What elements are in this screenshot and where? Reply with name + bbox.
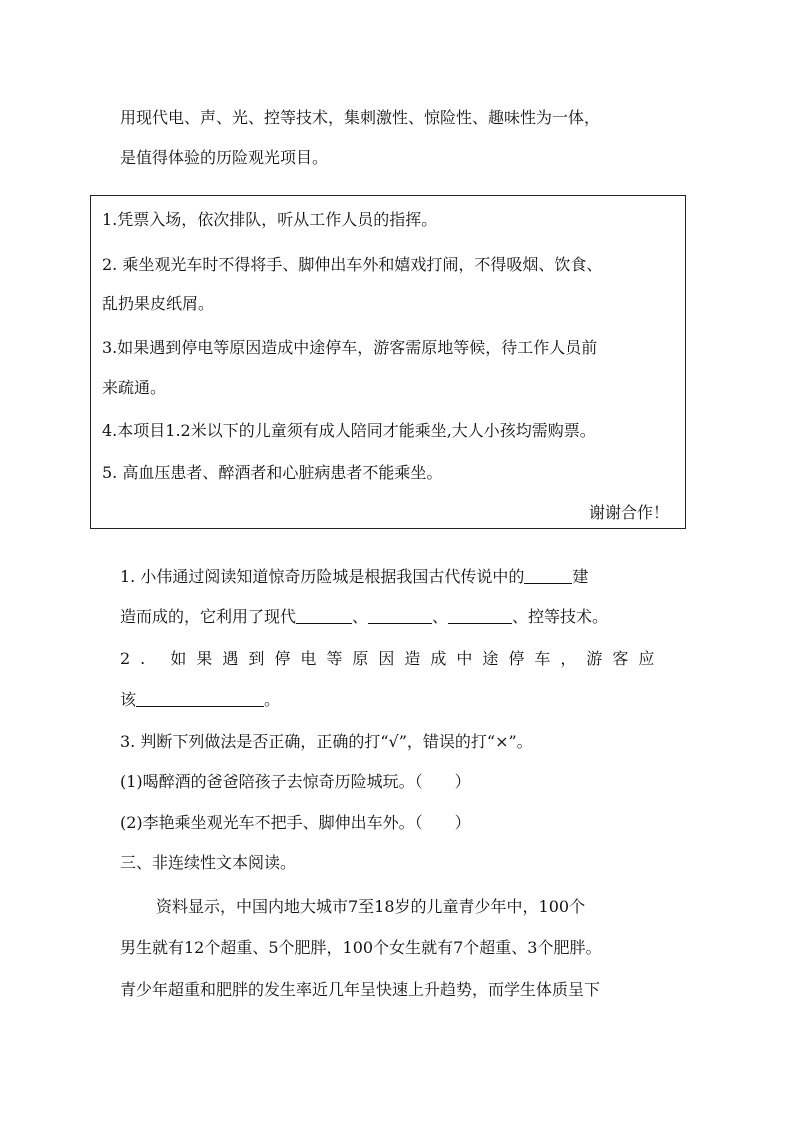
rule-3-line-1: 3.如果遇到停电等原因造成中途停车，游客需原地等候，待工作人员前 bbox=[102, 338, 598, 357]
thanks-note: 谢谢合作！ bbox=[588, 503, 669, 522]
answer-blank-tech-3[interactable] bbox=[448, 607, 512, 624]
answer-blank-legend[interactable] bbox=[524, 567, 572, 584]
question-1-text-d: 、控等技术。 bbox=[512, 607, 609, 626]
intro-line-1: 用现代电、声、光、控等技术，集刺激性、惊险性、趣味性为一体， bbox=[120, 108, 601, 127]
separator: 、 bbox=[352, 607, 369, 626]
rule-2-line-1: 2. 乘坐观光车时不得将手、脚伸出车外和嬉戏打闹，不得吸烟、饮食、 bbox=[102, 255, 603, 274]
question-1-text-a: 1. 小伟通过阅读知道惊奇历险城是根据我国古代传说中的 bbox=[120, 567, 525, 586]
question-2-line-2 bbox=[120, 690, 280, 710]
question-1-text-b: 建 bbox=[572, 567, 589, 586]
rule-5: 5. 高血压患者、醉酒者和心脏病患者不能乘坐。 bbox=[102, 463, 443, 482]
rule-4: 4.本项目1.2米以下的儿童须有成人陪同才能乘坐,大人小孩均需购票。 bbox=[102, 421, 596, 440]
question-2-text-b: 。 bbox=[264, 690, 281, 709]
rules-notice-box bbox=[90, 195, 686, 529]
rule-3-line-2: 来疏通。 bbox=[102, 378, 167, 397]
question-1-text-c: 造而成的，它利用了现代 bbox=[120, 607, 297, 626]
question-3-item-2: (2)李艳乘坐观光车不把手、脚伸出车外。（ ） bbox=[120, 813, 471, 832]
question-2-line-1: 2. 如果遇到停电等原因造成中途停车，游客应 bbox=[120, 649, 665, 668]
rule-1: 1.凭票入场，依次排队，听从工作人员的指挥。 bbox=[102, 210, 438, 229]
section-3-paragraph-line-2: 男生就有12个超重、5个肥胖，100个女生就有7个超重、3个肥胖。 bbox=[120, 938, 602, 957]
section-3-heading: 三、非连续性文本阅读。 bbox=[120, 853, 297, 872]
question-1-line-1 bbox=[120, 567, 588, 587]
answer-blank-tech-1[interactable] bbox=[296, 607, 352, 624]
section-3-paragraph-line-3: 青少年超重和肥胖的发生率近几年呈快速上升趋势，而学生体质呈下 bbox=[120, 980, 601, 999]
rule-2-line-2: 乱扔果皮纸屑。 bbox=[102, 294, 215, 313]
question-3-item-1: (1)喝醉酒的爸爸陪孩子去惊奇历险城玩。（ ） bbox=[120, 772, 471, 791]
question-2-text-a: 该 bbox=[120, 690, 137, 709]
answer-blank-power-outage[interactable] bbox=[136, 690, 264, 707]
question-3: 3. 判断下列做法是否正确，正确的打“√”，错误的打“×”。 bbox=[120, 732, 533, 751]
intro-line-2: 是值得体验的历险观光项目。 bbox=[120, 148, 329, 167]
answer-blank-tech-2[interactable] bbox=[368, 607, 432, 624]
separator: 、 bbox=[432, 607, 449, 626]
question-1-line-2 bbox=[120, 607, 608, 627]
section-3-paragraph-line-1: 资料显示，中国内地大城市7至18岁的儿童青少年中，100个 bbox=[156, 897, 586, 916]
